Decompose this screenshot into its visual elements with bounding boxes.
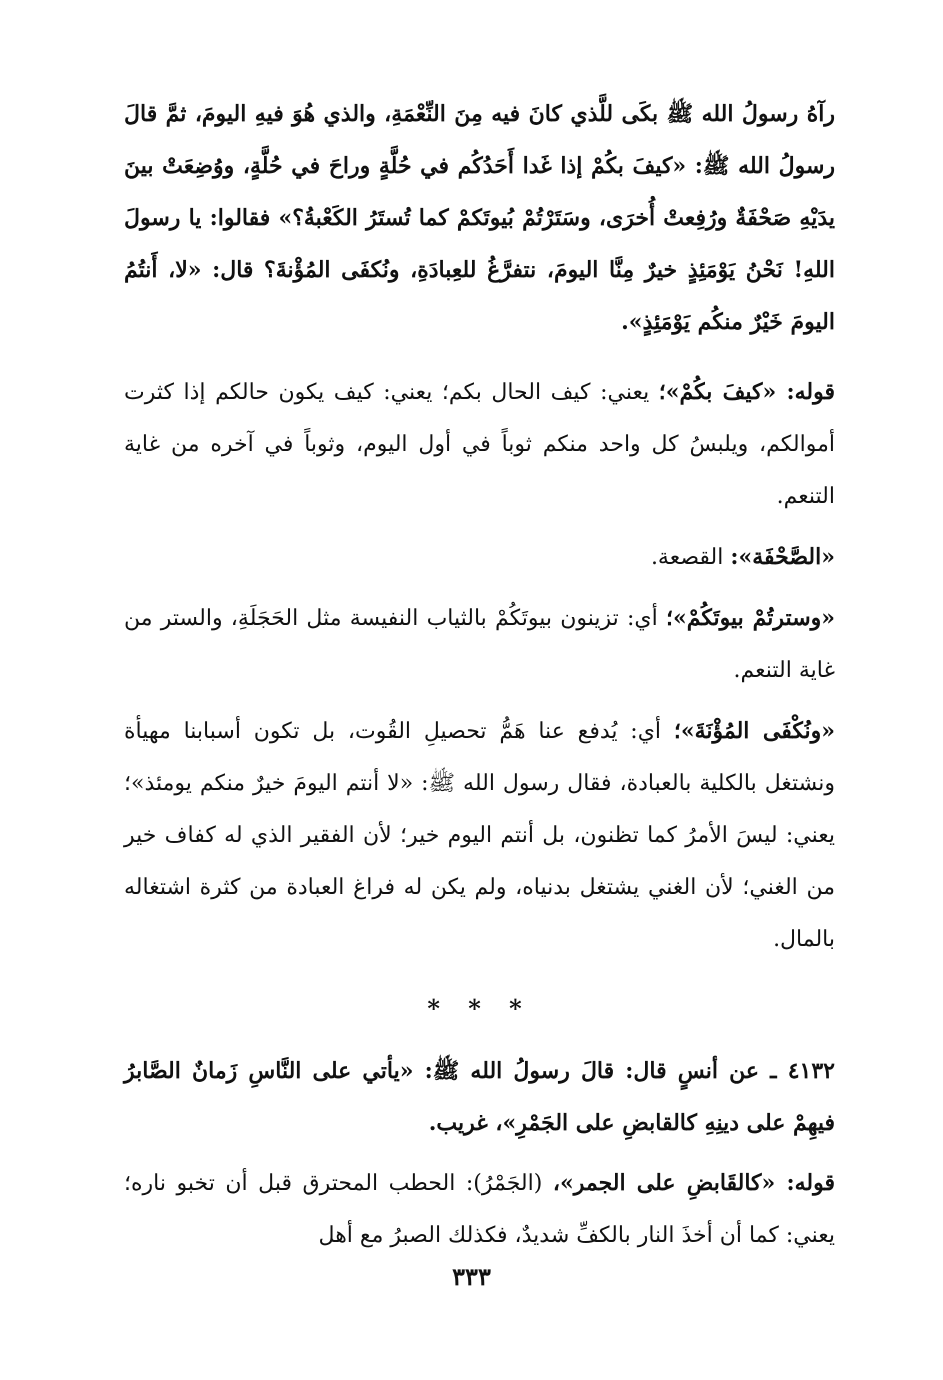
hadith-continuation-paragraph (124, 88, 835, 348)
commentary-text: القصعة. (650, 545, 731, 570)
commentary-text: يعني: كيف الحال بكم؛ يعني: كيف يكون حالكم إذا كثرت أموالكم، ويلبسُ كل واحد منكم ثوباً في أول اليوم، وثوباً في آخره من غاية التنعم. (124, 380, 835, 509)
commentary-paragraph-sahfa (124, 531, 835, 584)
commentary-paragraph-qabid (124, 1157, 835, 1262)
commentary-lead: قوله: «كالقَابضِ على الجمر»، (552, 1170, 835, 1196)
commentary-text: أي: تزينون بيوتَكُمْ بالثياب النفيسة مثل الحَجَلَةِ، والستر من غاية التنعم. (124, 606, 835, 683)
commentary-paragraph-kayfa (124, 366, 835, 523)
page-number: ٣٣٣ (452, 1262, 491, 1291)
commentary-paragraph-satartum (124, 592, 835, 697)
commentary-lead: «الصَّحْفَة»: (730, 544, 835, 570)
commentary-text: (الجَمْرُ): الحطب المحترق قبل أن تخبو ناره؛ يعني: كما أن أخذَ النار بالكفِّ شديدٌ، فكذلك الصبرُ مع أهل (124, 1171, 835, 1248)
commentary-lead: «ونُكْفَى المُؤْنَةَ»؛ (673, 718, 835, 744)
section-separator: * * * (427, 994, 532, 1023)
commentary-text: أي: يُدفع عنا هَمُّ تحصيلِ القُوت، بل تكون أسبابنا مهيأة ونشتغل بالكلية بالعبادة، فقال رسول الله ﷺ: «لا أنتم اليومَ خيرٌ منكم يومئذ»؛ يعني: ليسَ الأمرُ كما تظنون، بل أنتم اليوم خير؛ لأن الفقير الذي له كفاف خير من الغني؛ لأن الغني يشتغل بدنياه، ولم يكن له فراغ العبادة من كثرة اشتغاله بالمال. (124, 719, 835, 952)
commentary-lead: «وسترتُمْ بيوتَكُمْ»؛ (665, 605, 835, 631)
paragraph-text: رآهُ رسولُ الله ﷺ بكَى للَّذي كانَ فيه مِنَ النِّعْمَةِ، والذي هُوَ فيهِ اليومَ، ثمَّ قالَ رسولُ الله ﷺ: «كيفَ بكُمْ إذا غَدا أَحَدُكُم في حُلَّةٍ وراحَ في حُلَّةٍ، ووُضِعَتْ بينَ يدَيْهِ صَحْفَةٌ ورُفِعتْ أُخرَى، وسَتَرْتُمْ بُيوتَكمْ كما تُستَرُ الكَعْبةُ؟» فقالوا: يا رسولَ اللهِ! نَحْنُ يَوْمَئِذٍ خيرٌ مِنَّا اليومَ، نتفرَّغُ للعِبادَةِ، ونُكفَى المُؤْنةَ؟ قال: «لا، أَنتُمُ اليومَ خَيْرٌ منكُم يَوْمَئِذٍ». (124, 101, 835, 335)
hadith-4132-paragraph (124, 1045, 835, 1149)
commentary-paragraph-nukfa (124, 705, 835, 966)
commentary-lead: قوله: «كيفَ بكُمْ»؛ (658, 379, 835, 405)
hadith-text: ٤١٣٢ ـ عن أنسٍ قال: قالَ رسولُ الله ﷺ: «يأتي على النَّاسِ زَمانٌ الصَّابرُ فيهِمْ على دينِهِ كالقابضِ على الجَمْرِ»، غريب. (124, 1058, 835, 1136)
